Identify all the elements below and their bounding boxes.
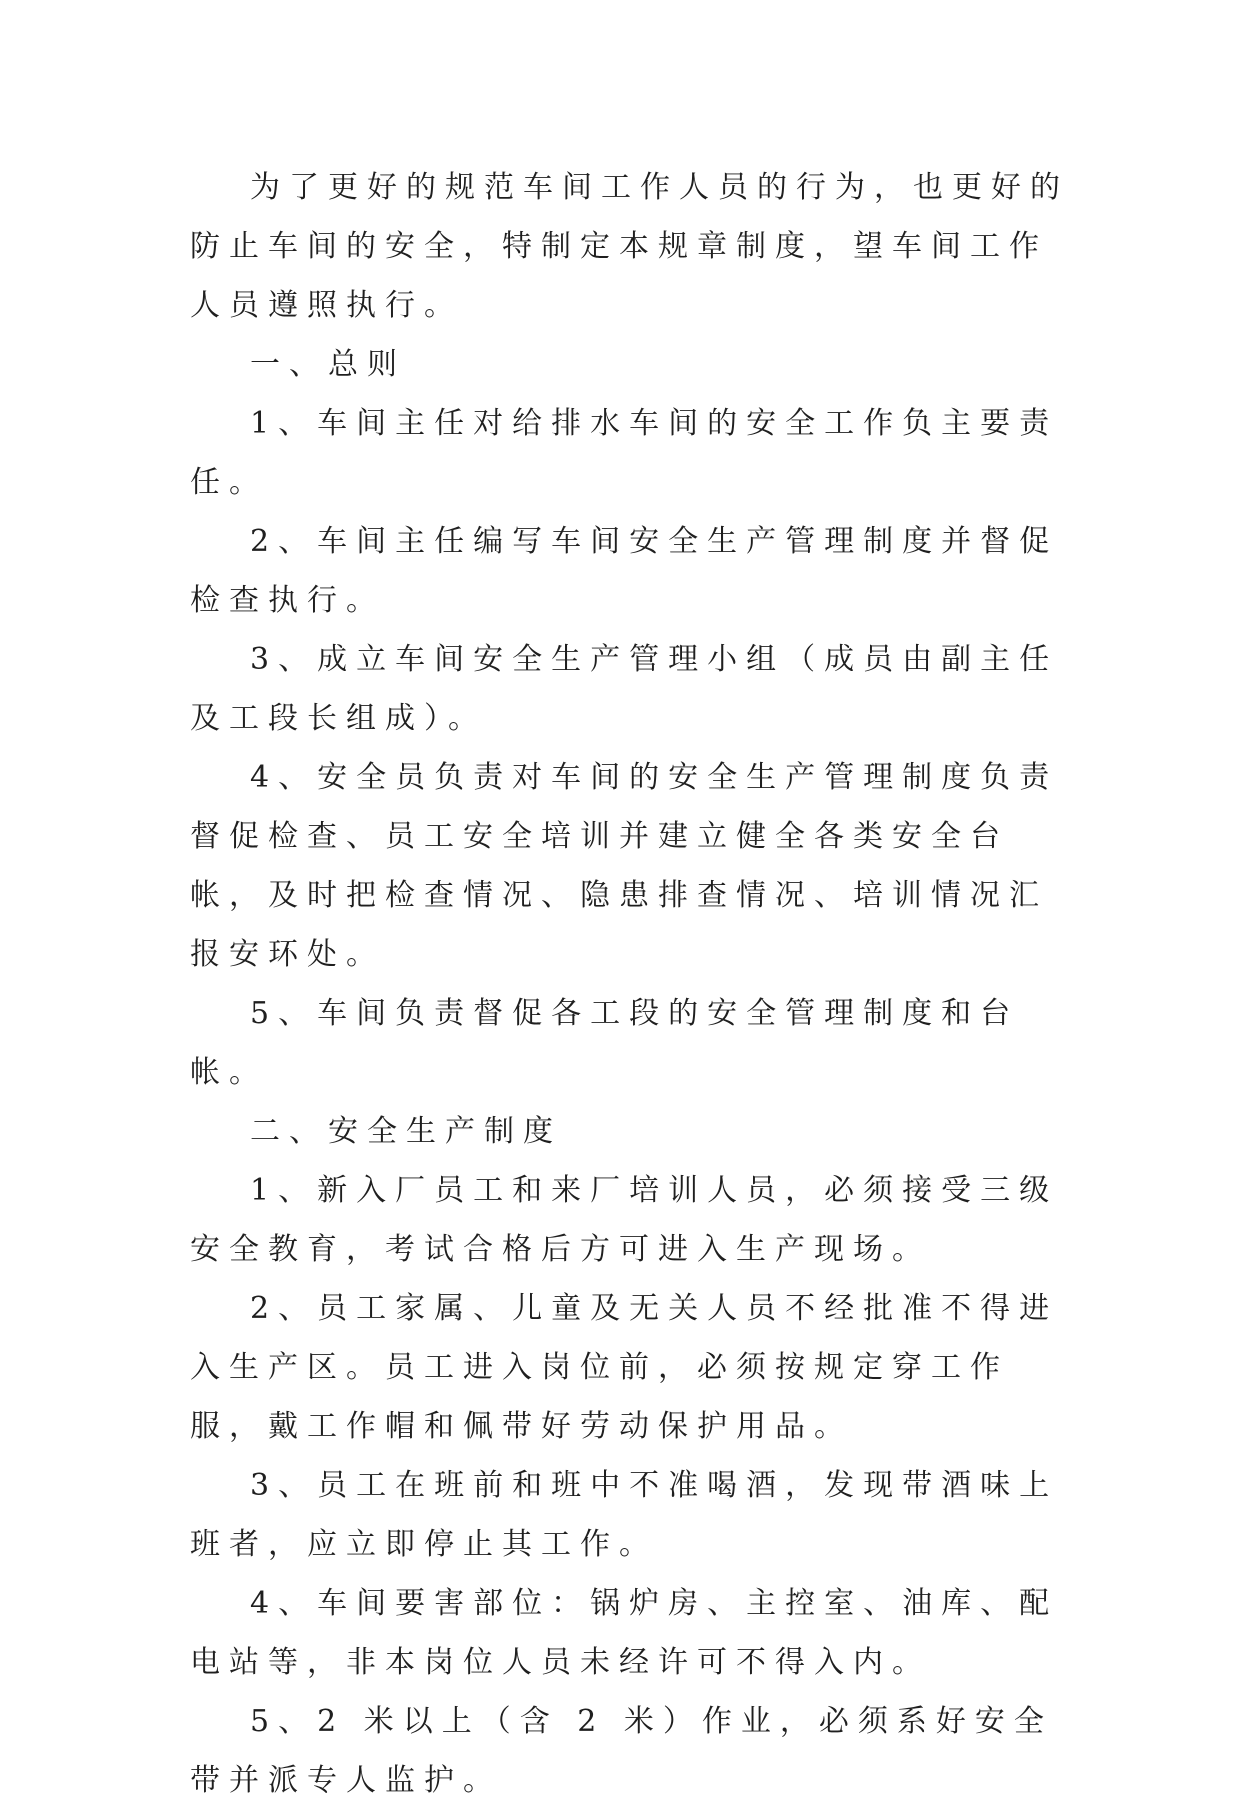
general-item-4: 4、安全员负责对车间的安全生产管理制度负责督促检查、员工安全培训并建立健全各类安全台帐，及时把检查情况、隐患排查情况、培训情况汇报安环处。: [190, 760, 1059, 972]
safety-item-3: 3、员工在班前和班中不准喝酒，发现带酒味上班者，应立即停止其工作。: [190, 1468, 1059, 1562]
document-body: [190, 158, 1070, 1810]
general-item-5: 5、车间负责督促各工段的安全管理制度和台帐。: [190, 996, 1020, 1090]
safety-item-5: 5、2 米以上（含 2 米）作业，必须系好安全带并派专人监护。: [190, 1704, 1053, 1798]
section-heading-general: 一、总则: [250, 347, 406, 382]
general-item-2: 2、车间主任编写车间安全生产管理制度并督促检查执行。: [190, 524, 1059, 618]
section-heading-safety: 二、安全生产制度: [250, 1114, 562, 1149]
safety-item-2: 2、员工家属、儿童及无关人员不经批准不得进入生产区。员工进入岗位前，必须按规定穿工作服，戴工作帽和佩带好劳动保护用品。: [190, 1291, 1059, 1444]
intro-paragraph: 为了更好的规范车间工作人员的行为，也更好的防止车间的安全，特制定本规章制度，望车间工作人员遵照执行。: [190, 170, 1069, 323]
general-item-3: 3、成立车间安全生产管理小组（成员由副主任及工段长组成）。: [190, 642, 1059, 736]
general-item-1: 1、车间主任对给排水车间的安全工作负主要责任。: [190, 406, 1059, 500]
safety-item-1: 1、新入厂员工和来厂培训人员，必须接受三级安全教育，考试合格后方可进入生产现场。: [190, 1173, 1059, 1267]
safety-item-4: 4、车间要害部位：锅炉房、主控室、油库、配电站等，非本岗位人员未经许可不得入内。: [190, 1586, 1059, 1680]
